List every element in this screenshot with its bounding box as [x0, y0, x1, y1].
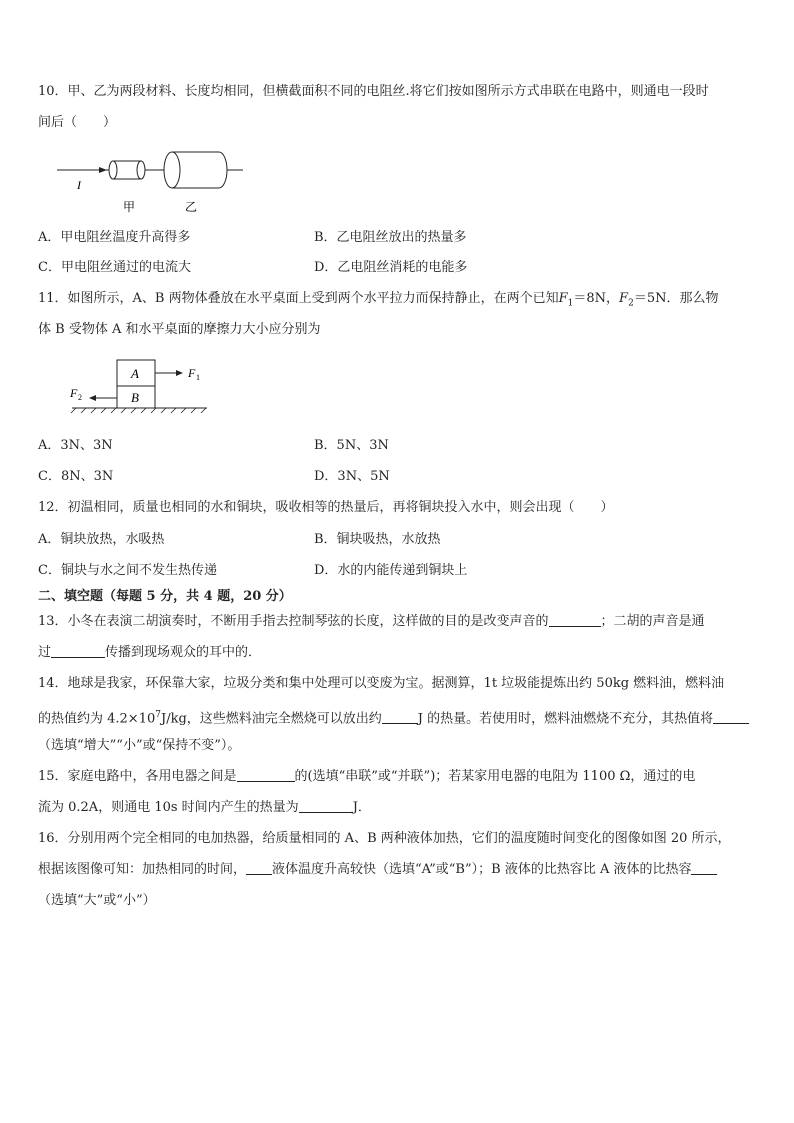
- q10-option-a[interactable]: A．甲电阻丝温度升高得多: [38, 230, 191, 245]
- q14-exponent: 7: [155, 710, 161, 720]
- q15-text2: 的(选填“串联”或“并联”)；若某家用电器的电阻为 1100 Ω，通过的电: [294, 769, 696, 784]
- q14-line2: [38, 706, 749, 728]
- f2-value: ＝5N．那么物: [633, 291, 719, 306]
- q15-text4: J．: [352, 800, 371, 815]
- q11-option-a[interactable]: A．3N、3N: [38, 438, 113, 453]
- q15-text3: 流为 0.2A，则通电 10s 时间内产生的热量为: [38, 800, 299, 815]
- q14-text1: 的热值约为 4.2×10: [38, 711, 156, 727]
- f1-value: ＝8N，: [573, 291, 620, 306]
- q11-option-b[interactable]: B．5N、3N: [314, 438, 389, 453]
- q13-line2: [38, 644, 261, 662]
- force2-label: F: [70, 386, 78, 400]
- q12-stem: 12．初温相同，质量也相同的水和铜块，吸收相等的热量后，再将铜块投入水中，则会出现（ ）: [38, 500, 614, 515]
- q13-text4: 传播到现场观众的耳中的．: [105, 645, 262, 660]
- q10-option-d[interactable]: D．乙电阻丝消耗的电能多: [314, 260, 468, 275]
- q16-blank-1[interactable]: [246, 861, 272, 875]
- q15-text1: 15．家庭电路中，各用电器之间是: [38, 769, 237, 784]
- f1-subscript: 1: [567, 298, 574, 309]
- q10-stem-line2: 间后（ ）: [38, 115, 117, 130]
- q14-line1: 14．地球是我家，环保靠大家，垃圾分类和集中处理可以变废为宝。据测算，1t 垃圾能提炼出约 50kg 燃料油，燃料油: [38, 676, 725, 691]
- label-jia: 甲: [123, 200, 136, 214]
- q16-blank-2[interactable]: [691, 861, 717, 875]
- q12-option-c[interactable]: C．铜块与水之间不发生热传递: [38, 563, 217, 578]
- q11-stem-text: 11．如图所示，A、B 两物体叠放在水平桌面上受到两个水平拉力而保持静止，在两个已知: [38, 291, 559, 306]
- q11-stem-line1: [38, 290, 718, 313]
- force1-label: F: [188, 366, 196, 380]
- q16-line3: （选填“大”或“小”）: [38, 893, 156, 908]
- q12-option-b[interactable]: B．铜块吸热，水放热: [314, 532, 441, 547]
- force1-sub: 1: [196, 373, 200, 382]
- f1-symbol: F: [558, 291, 568, 306]
- q16-line1: 16．分别用两个完全相同的电加热器，给质量相同的 A、B 两种液体加热，它们的温度随时间变化的图像如图 20 所示，: [38, 831, 731, 846]
- q11-option-d[interactable]: D．3N、5N: [314, 469, 390, 484]
- q14-text2: J/kg，这些燃料油完全燃烧可以放出约: [160, 711, 382, 727]
- q16-text2: 液体温度升高较快（选填“A”或“B”）；B 液体的比热容比 A 液体的比热容: [272, 862, 692, 877]
- q13-blank-1[interactable]: [549, 613, 601, 627]
- section-fill-in-title: 二、填空题（每题 5 分，共 4 题，20 分）: [38, 589, 292, 604]
- block-b-label: B: [131, 390, 139, 405]
- q11-stem-line2: 体 B 受物体 A 和水平桌面的摩擦力大小应分别为: [38, 322, 321, 337]
- q15-blank-2[interactable]: [299, 799, 353, 813]
- q14-line3: （选填“增大”“小”或“保持不变”）。: [38, 738, 241, 753]
- q14-blank-1[interactable]: [382, 710, 418, 724]
- f2-symbol: F: [619, 291, 629, 306]
- q14-blank-2[interactable]: [713, 710, 749, 724]
- q12-option-d[interactable]: D．水的内能传递到铜块上: [314, 563, 468, 578]
- block-a-label: A: [131, 366, 139, 381]
- q16-text1: 根据该图像可知：加热相同的时间，: [38, 862, 247, 877]
- q13-text1: 13．小冬在表演二胡演奏时，不断用手指去控制琴弦的长度，这样做的目的是改变声音的: [38, 614, 549, 629]
- q10-stem-line1: 10．甲、乙为两段材料、长度均相同，但横截面积不同的电阻丝.将它们按如图所示方式串联在电路中，则通电一段时: [38, 84, 709, 99]
- q13-line1: [38, 613, 705, 631]
- f2-subscript: 2: [628, 298, 634, 309]
- force2-sub: 2: [78, 393, 82, 402]
- label-yi: 乙: [185, 200, 198, 214]
- q12-option-a[interactable]: A．铜块放热，水吸热: [38, 532, 165, 547]
- q11-blocks-figure: [62, 355, 212, 415]
- q15-line2: [38, 799, 371, 817]
- q15-line1: [38, 768, 695, 786]
- q10-option-b[interactable]: B．乙电阻丝放出的热量多: [314, 230, 467, 245]
- q13-text2: ；二胡的声音是通: [600, 614, 705, 629]
- q13-text3: 过: [38, 645, 52, 660]
- q14-text3: J 的热量。若使用时，燃料油燃烧不充分，其热值将: [417, 711, 714, 727]
- q16-line2: [38, 861, 717, 879]
- q13-blank-2[interactable]: [51, 644, 105, 658]
- q15-blank-1[interactable]: [237, 768, 295, 782]
- q11-option-c[interactable]: C．8N、3N: [38, 469, 114, 484]
- current-label: I: [77, 178, 81, 192]
- q10-resistor-figure: [55, 145, 255, 220]
- q10-option-c[interactable]: C．甲电阻丝通过的电流大: [38, 260, 191, 275]
